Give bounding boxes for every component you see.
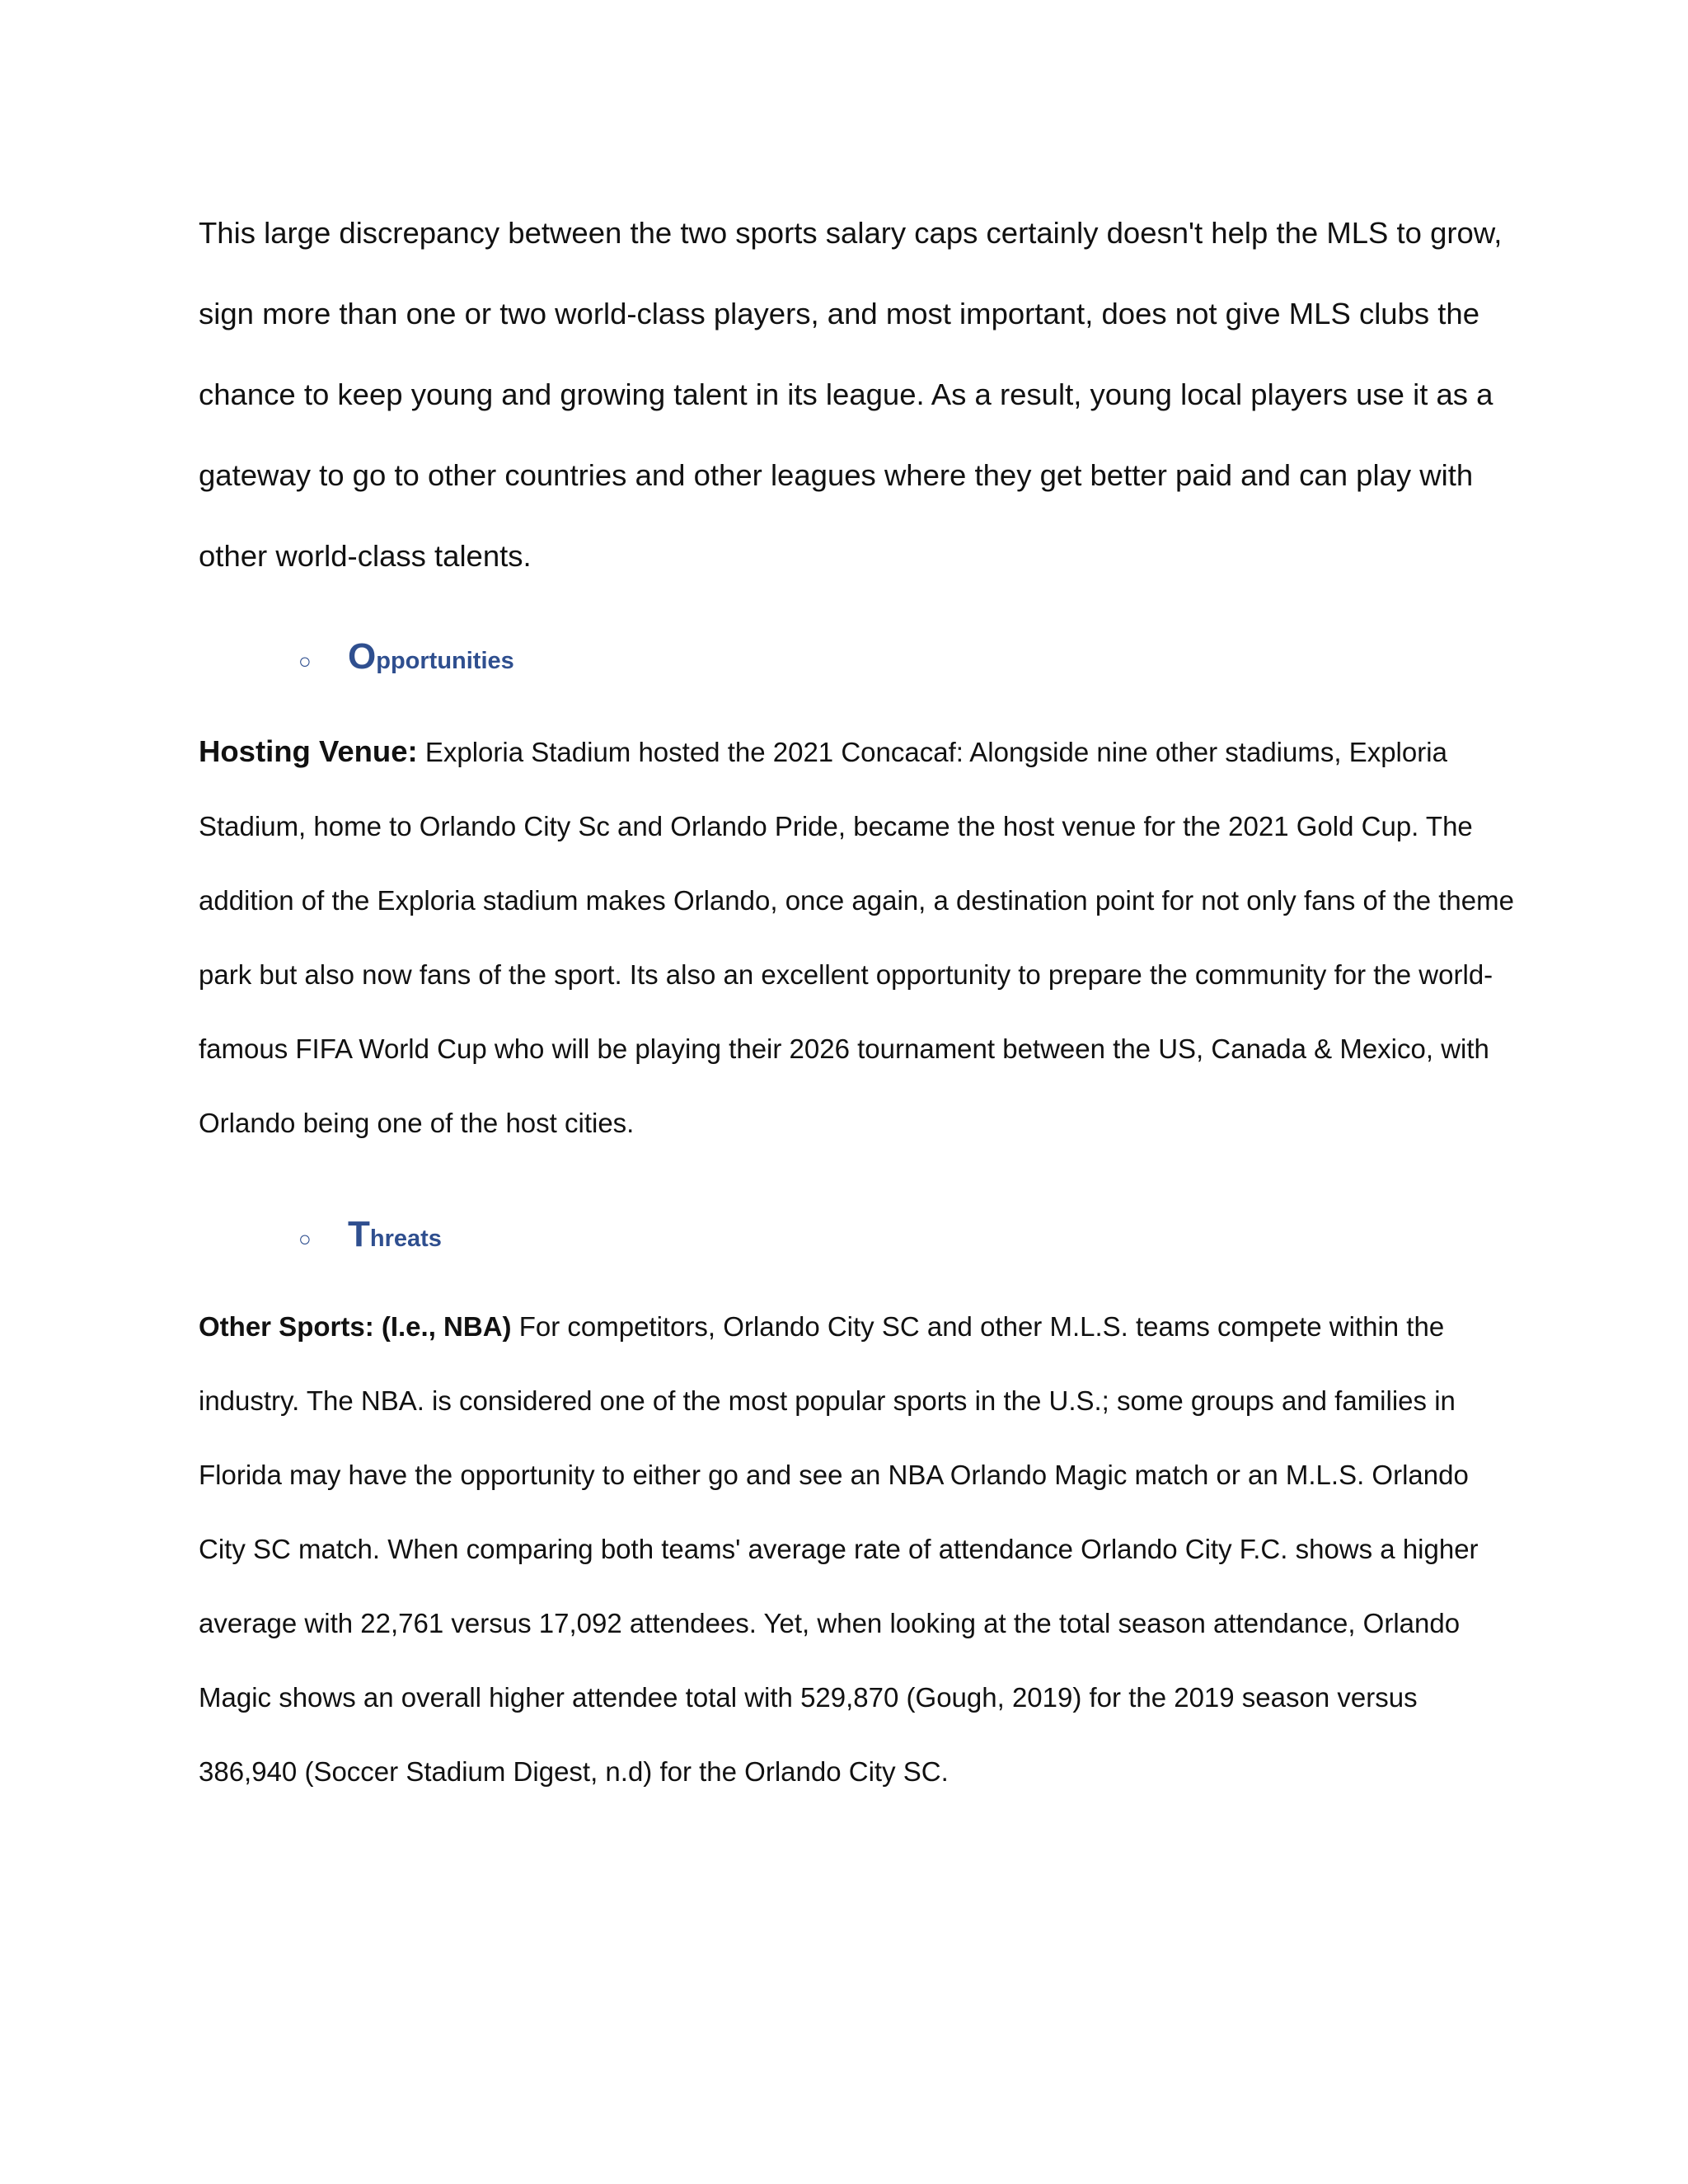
heading-rest: hreats: [369, 1226, 442, 1252]
hosting-venue-paragraph: [199, 715, 1517, 1160]
other-sports-paragraph: [199, 1290, 1517, 1809]
threats-heading: [298, 1214, 442, 1263]
intro-text: This large discrepancy between the two sports salary caps certainly doesn't help the MLS to grow, sign more than one or two world-class players, and most important, does not give MLS clubs the chance to keep young and growing talent in its league. As a result, young local players use it as a gateway to go to other countries and other leagues where they get better paid and can play with other world-class talents.: [199, 216, 1503, 573]
heading-initial: O: [348, 636, 377, 677]
hosting-venue-lead: Hosting Venue:: [199, 734, 418, 768]
hosting-venue-text: Exploria Stadium hosted the 2021 Concacaf: Alongside nine other stadiums, Exploria Stadium, home to Orlando City Sc and Orlando Pride, became the host venue for the 2021 Gold Cup. The addition of the Exploria stadium makes Orlando, once again, a destination point for not only fans of the theme park but also now fans of the sport. Its also an excellent opportunity to prepare the community for the world-famous FIFA World Cup who will be playing their 2026 tournament between the US, Canada & Mexico, with Orlando being one of the host cities.: [199, 737, 1514, 1138]
other-sports-text: For competitors, Orlando City SC and other M.L.S. teams compete within the industry. The NBA. is considered one of the most popular sports in the U.S.; some groups and families in Florida may have the opportunity to either go and see an NBA Orlando Magic match or an M.L.S. Orlando City SC match. When comparing both teams' average rate of attendance Orlando City F.C. shows a higher average with 22,761 versus 17,092 attendees. Yet, when looking at the total season attendance, Orlando Magic shows an overall higher attendee total with 529,870 (Gough, 2019) for the 2019 season versus 386,940 (Soccer Stadium Digest, n.d) for the Orlando City SC.: [199, 1311, 1479, 1787]
other-sports-lead: Other Sports: (I.e., NBA): [199, 1311, 512, 1342]
intro-paragraph: [199, 193, 1517, 597]
hollow-circle-bullet-icon: ○: [298, 1226, 312, 1251]
opportunities-heading: [298, 636, 514, 686]
hollow-circle-bullet-icon: ○: [298, 649, 312, 673]
heading-initial: T: [348, 1214, 370, 1254]
heading-rest: pportunities: [376, 648, 514, 674]
